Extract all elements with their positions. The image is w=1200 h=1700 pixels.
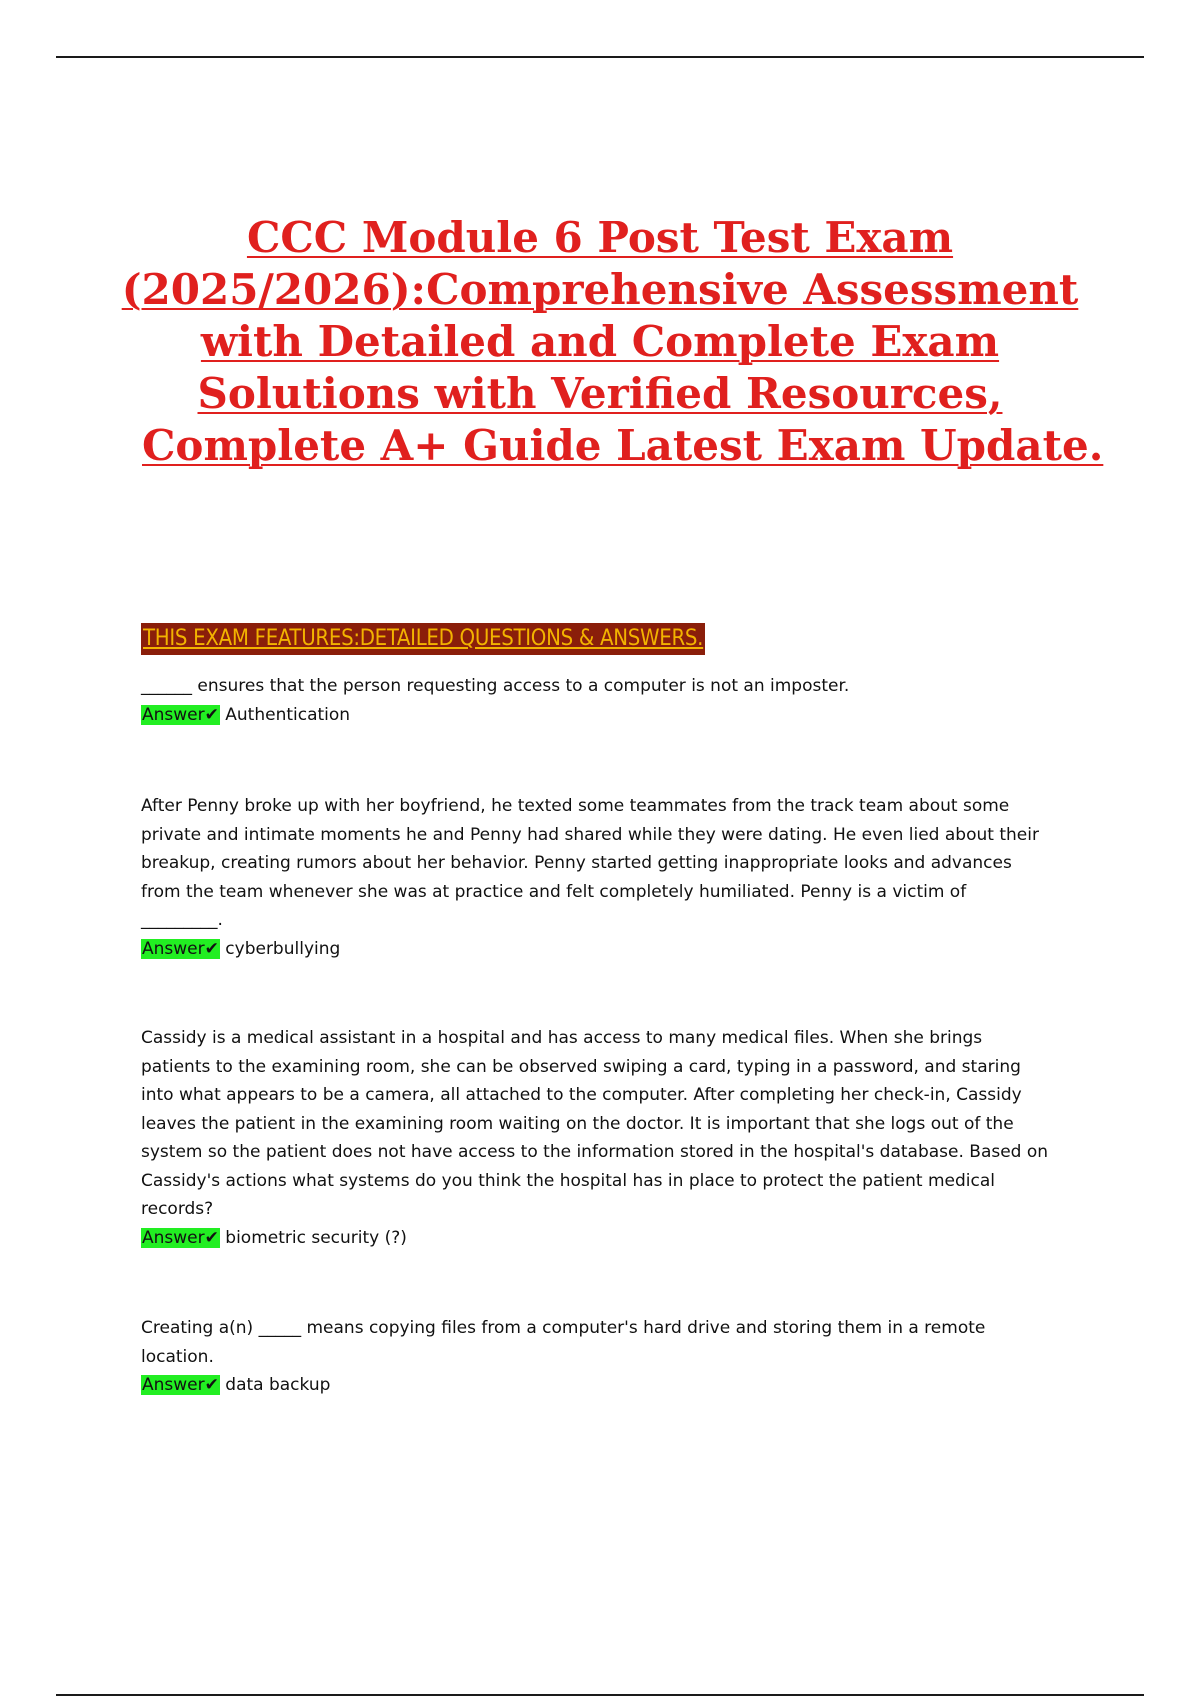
checkmark-icon: ✔	[204, 1227, 219, 1248]
title-line-1: CCC Module 6 Post Test Exam	[246, 213, 954, 262]
features-banner: THIS EXAM FEATURES:DETAILED QUESTIONS & ANSWERS.	[141, 623, 705, 655]
answer-line	[141, 1224, 1051, 1253]
answer-line	[141, 701, 1051, 730]
question-text: Cassidy is a medical assistant in a hospital and has access to many medical files. When she brings patients to the examining room, she can be observed swiping a card, typing in a password, and staring into what appears to be a camera, all attached to the computer. After completing her check-in, Cassidy leaves the patient in the examining room waiting on the doctor. It is important that she logs out of the system so the patient does not have access to the information stored in the hospital's database. Based on Cassidy's actions what systems do you think the hospital has in place to protect the patient medical records?	[141, 1028, 1049, 1219]
question-text: Creating a(n) _____ means copying files from a computer's hard drive and storing them in a remote location.	[141, 1318, 986, 1367]
answer-text: cyberbullying	[225, 938, 341, 959]
question-block	[141, 1314, 1051, 1400]
answer-label: Answer	[142, 1375, 205, 1395]
answer-line	[141, 1371, 1051, 1400]
answer-badge	[141, 939, 220, 959]
top-rule	[56, 56, 1144, 58]
answer-badge	[141, 705, 220, 725]
question-block	[141, 792, 1051, 963]
title-line-2: (2025/2026):Comprehensive Assessment	[121, 265, 1079, 314]
answer-text: biometric security (?)	[225, 1227, 407, 1248]
question-text: After Penny broke up with her boyfriend, he texted some teammates from the track team about some private and intimate moments he and Penny had shared while they were dating. He even lied about their breakup, creating rumors about her behavior. Penny started getting inappropriate looks and advances from the team whenever she was at practice and felt completely humiliated. Penny is a victim of _________.	[141, 796, 1039, 930]
checkmark-icon: ✔	[204, 1375, 219, 1395]
answer-text: Authentication	[225, 704, 351, 725]
answer-label: Answer	[142, 1227, 205, 1248]
title-line-3: with Detailed and Complete Exam	[200, 317, 1000, 366]
title-line-4: Solutions with Verified Resources,	[197, 369, 1003, 418]
answer-badge	[141, 1375, 220, 1395]
answer-line	[141, 935, 1051, 964]
answer-label: Answer	[142, 704, 205, 725]
title-line-5: Complete A+ Guide Latest Exam Update.	[142, 421, 1104, 470]
question-text: ______ ensures that the person requesting access to a computer is not an imposter.	[141, 676, 850, 696]
bottom-rule	[56, 1694, 1144, 1696]
question-block	[141, 1024, 1051, 1252]
answer-label: Answer	[142, 938, 205, 959]
document-title	[60, 212, 1140, 472]
answer-text: data backup	[225, 1375, 331, 1395]
answer-badge	[141, 1228, 220, 1248]
checkmark-icon: ✔	[204, 938, 219, 959]
question-block	[141, 672, 1051, 729]
checkmark-icon: ✔	[204, 704, 219, 725]
